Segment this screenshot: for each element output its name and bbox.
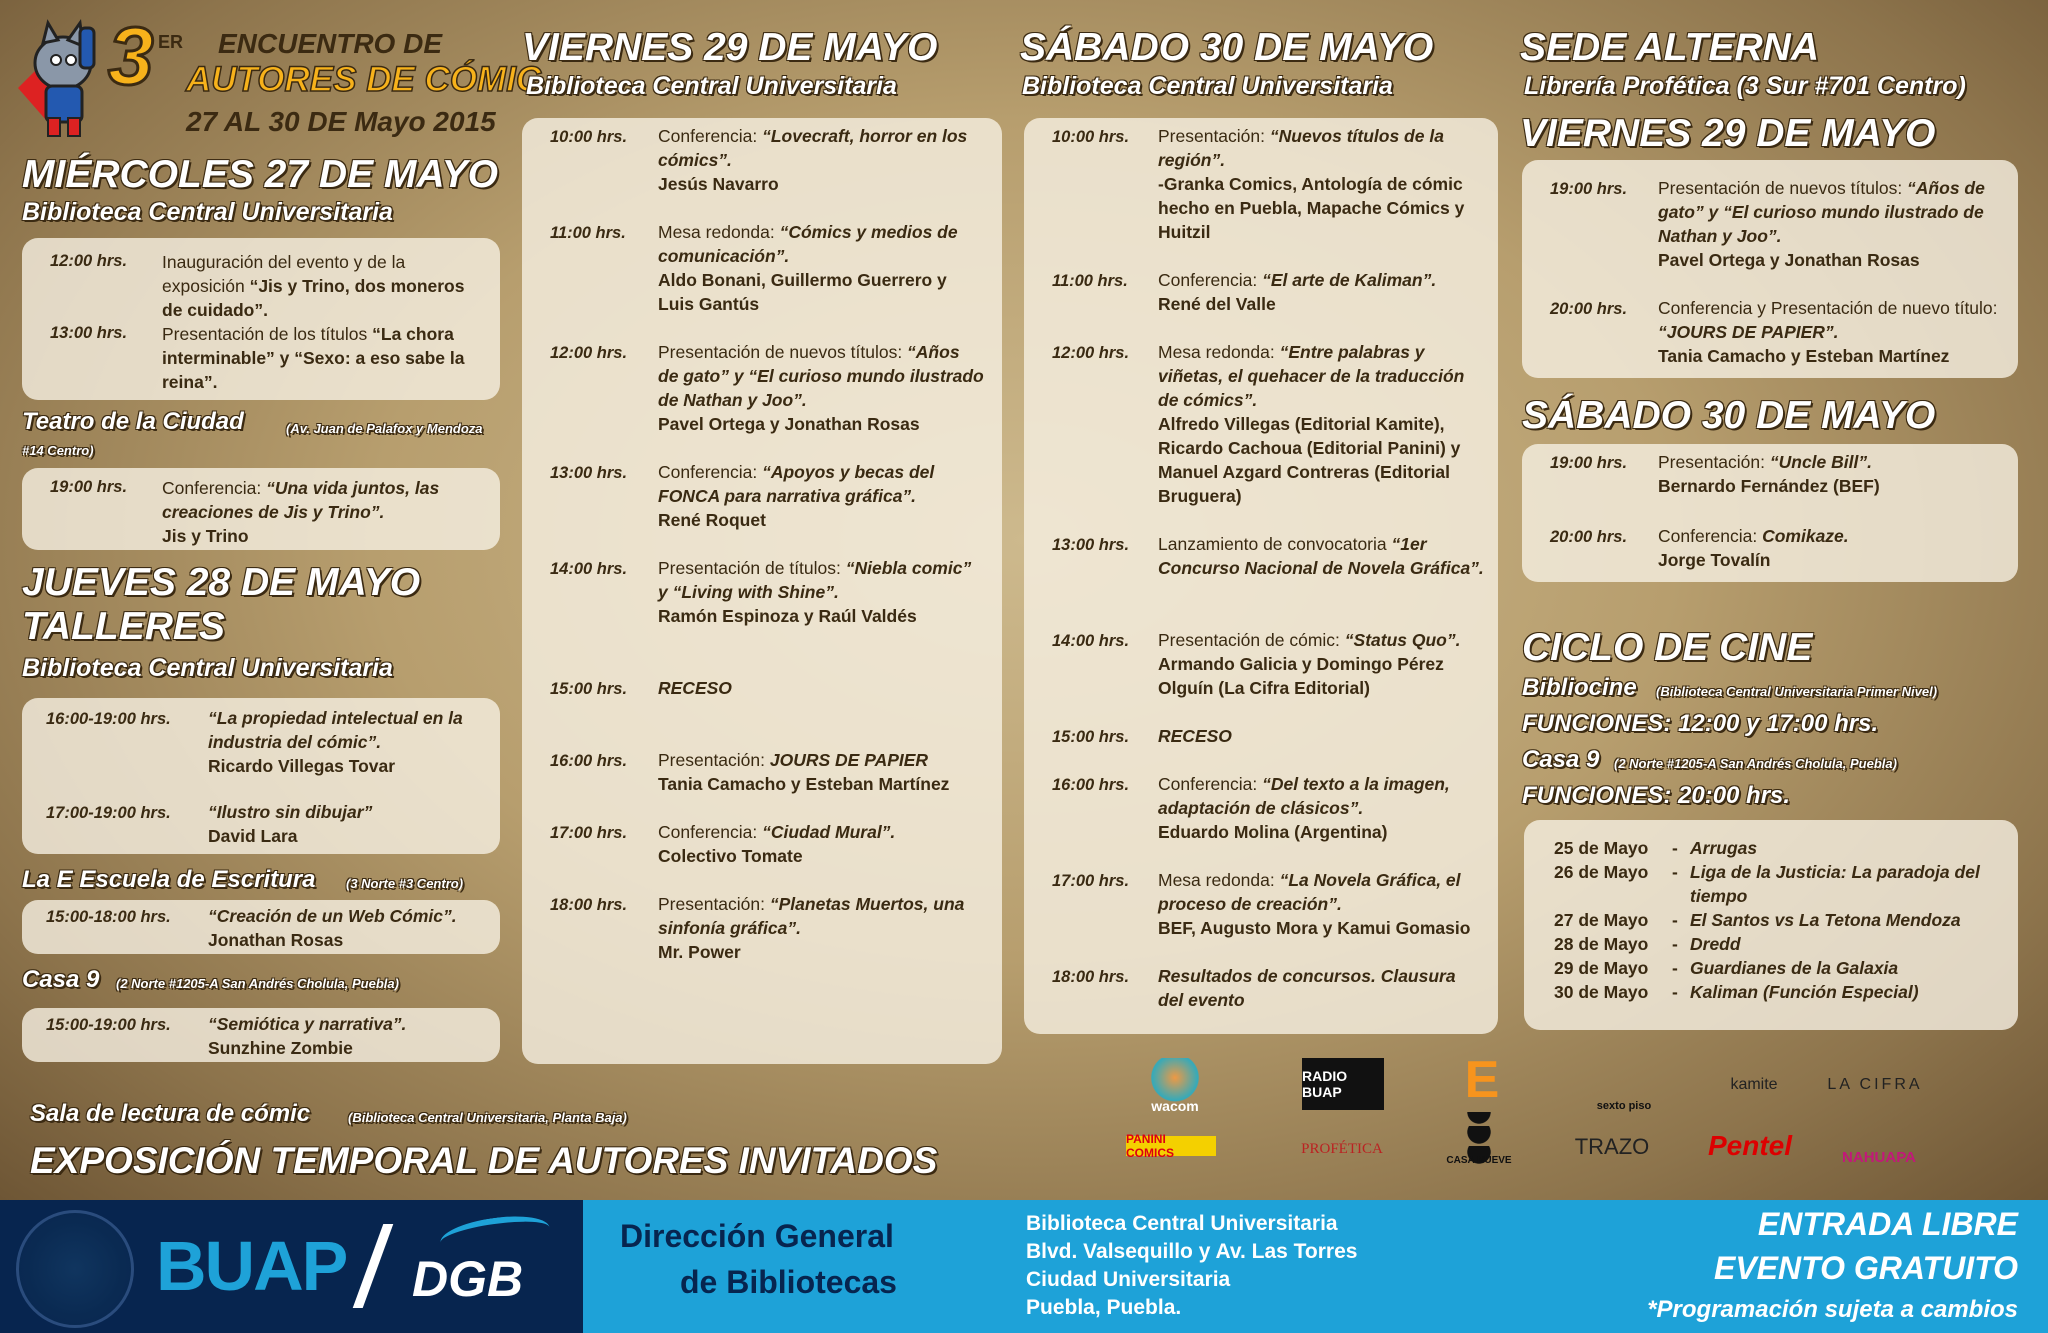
workshop-time: 15:00-19:00 hrs.	[46, 1016, 171, 1034]
sponsor-kamite: kamite	[1730, 1076, 1778, 1093]
sede-sat-box	[1522, 444, 2018, 582]
film-title: Dredd	[1690, 934, 1741, 954]
event-time: 14:00 hrs.	[550, 560, 628, 578]
sede-fri-box	[1522, 160, 2018, 378]
day2-venue: Biblioteca Central Universitaria	[22, 654, 393, 682]
evento-gratuito: EVENTO GRATUITO	[1713, 1250, 2018, 1286]
event-time: 20:00 hrs.	[1550, 300, 1628, 318]
expo-title: EXPOSICIÓN TEMPORAL DE AUTORES INVITADOS	[30, 1140, 938, 1181]
sat-schedule-box	[1024, 118, 1498, 1034]
sponsor-sexto-piso: sexto piso	[1596, 1100, 1652, 1112]
workshop-time: 15:00-18:00 hrs.	[46, 908, 171, 926]
workshop-desc: “Creación de un Web Cómic”. Jonathan Rosas	[208, 906, 457, 950]
film-dash: -	[1672, 934, 1678, 954]
event-time: 15:00 hrs.	[550, 680, 628, 698]
mascot-icon	[8, 18, 108, 138]
sat-venue: Biblioteca Central Universitaria	[1022, 72, 1393, 100]
sponsor-e-escuela: E	[1464, 1051, 1500, 1109]
event-time: 10:00 hrs.	[1052, 128, 1130, 146]
venue-casa9: Casa 9	[22, 966, 100, 993]
program-note: *Programación sujeta a cambios	[1647, 1296, 2018, 1323]
sede-fri-title: VIERNES 29 DE MAYO	[1520, 112, 1936, 155]
film-date: 30 de Mayo	[1554, 982, 1649, 1002]
event-time: 19:00 hrs.	[1550, 454, 1628, 472]
event-desc: Presentación de los títulos “La chora interminable” y “Sexo: a eso sabe la reina”.	[162, 324, 465, 392]
event-desc: Conferencia: “Ciudad Mural”. Colectivo Tomate	[658, 822, 896, 866]
sponsor-nahuapa: NAHUAPA	[1842, 1149, 1916, 1166]
dgb-wordmark: DGB	[412, 1251, 524, 1307]
event-time: 11:00 hrs.	[1052, 272, 1128, 290]
event-desc: Conferencia y Presentación de nuevo título: “JOURS DE PAPIER”. Tania Camacho y Esteban Martínez	[1658, 298, 1998, 366]
film-schedule-box	[1524, 820, 2018, 1030]
event-time: 13:00 hrs.	[550, 464, 628, 482]
sponsor-radio-buap: RADIO BUAP	[1302, 1058, 1384, 1110]
workshop-time: 17:00-19:00 hrs.	[46, 804, 171, 822]
sponsor-la-cifra: LA CIFRA	[1827, 1076, 1923, 1093]
fri-title: VIERNES 29 DE MAYO	[522, 26, 938, 69]
film-title: El Santos vs La Tetona Mendoza	[1690, 910, 1961, 930]
event-desc: Presentación de títulos: “Niebla comic” y “Living with Shine”. Ramón Espinoza y Raúl Valdés	[658, 558, 972, 626]
event-time: 10:00 hrs.	[550, 128, 628, 146]
film-date: 27 de Mayo	[1554, 910, 1649, 930]
event-time: 12:00 hrs.	[550, 344, 628, 362]
day2-subtitle: TALLERES	[22, 605, 225, 648]
event-desc: Mesa redonda: “Entre palabras y viñetas, el quehacer de la traducción de cómics”. Alfredo Villegas (Editorial Kamite), Ricardo Cachoua (Editorial Panini) y Manuel Azgard Contreras (Editorial Bruguera)	[1158, 342, 1465, 506]
film-date: 28 de Mayo	[1554, 934, 1649, 954]
event-time: 20:00 hrs.	[1550, 528, 1628, 546]
event-desc: Presentación de cómic: “Status Quo”. Armando Galicia y Domingo Pérez Olguín (La Cifra Editorial)	[1158, 630, 1461, 698]
event-desc: Conferencia: “Una vida juntos, las creaciones de Jis y Trino”. Jis y Trino	[162, 478, 440, 546]
sponsor-pentel: Pentel	[1707, 1130, 1793, 1161]
event-time: 16:00 hrs.	[1052, 776, 1130, 794]
workshop-desc: “Semiótica y narrativa”. Sunzhine Zombie	[208, 1014, 407, 1058]
film-date: 26 de Mayo	[1554, 862, 1649, 882]
buap-seal-icon	[16, 1210, 134, 1328]
event-time: 12:00 hrs.	[1052, 344, 1130, 362]
day1-venue: Biblioteca Central Universitaria	[22, 198, 393, 226]
workshop-desc: “Ilustro sin dibujar” David Lara	[208, 802, 373, 846]
event-desc: Mesa redonda: “Cómics y medios de comunicación”. Aldo Bonani, Guillermo Guerrero y Luis Gantús	[658, 222, 958, 314]
sponsor-casa-nueve: CASA NUEVE	[1444, 1112, 1514, 1166]
event-desc: Conferencia: “Del texto a la imagen, adaptación de clásicos”. Eduardo Molina (Argentina)	[1158, 774, 1450, 842]
event-desc: Presentación: “Nuevos títulos de la región”. -Granka Comics, Antología de cómic hecho en Puebla, Mapache Cómics y Huitzil	[1158, 126, 1465, 242]
event-desc: RECESO	[1158, 726, 1232, 746]
casa9-cine-address: (2 Norte #1205-A San Andrés Cholula, Puebla)	[1614, 756, 1897, 771]
sponsor-profetica: PROFÉTICA	[1301, 1140, 1383, 1157]
cine-title: CICLO DE CINE	[1522, 626, 1813, 669]
buap-wordmark: BUAP	[156, 1227, 347, 1305]
film-title: Arrugas	[1690, 838, 1758, 858]
event-desc: RECESO	[658, 678, 732, 698]
venue-teatro: Teatro de la Ciudad	[22, 408, 244, 435]
event-desc: Presentación: JOURS DE PAPIER Tania Camacho y Esteban Martínez	[658, 750, 950, 794]
event-desc: Presentación de nuevos títulos: “Años de gato” y “El curioso mundo ilustrado de Nathan y Joo”. Pavel Ortega y Jonathan Rosas	[1658, 178, 1985, 270]
fri-schedule-box	[522, 118, 1002, 1064]
event-time: 19:00 hrs.	[1550, 180, 1628, 198]
workshop-time: 16:00-19:00 hrs.	[46, 710, 171, 728]
bibliocine-label: Bibliocine	[1522, 674, 1637, 701]
event-desc: Lanzamiento de convocatoria “1er Concurso Nacional de Novela Gráfica”.	[1158, 534, 1484, 578]
sala-lectura: Sala de lectura de cómic	[30, 1100, 311, 1127]
sala-lectura-address: (Biblioteca Central Universitaria, Planta Baja)	[348, 1110, 627, 1125]
direccion-line2: de Bibliotecas	[680, 1264, 897, 1300]
sponsor-trazo: TRAZO	[1574, 1134, 1650, 1159]
event-logo	[8, 8, 542, 143]
event-desc: Inauguración del evento y de la exposición “Jis y Trino, dos moneros de cuidado”.	[162, 252, 465, 320]
sede-sat-title: SÁBADO 30 DE MAYO	[1522, 394, 1936, 437]
teatro-box	[22, 468, 500, 550]
event-desc: Conferencia: Comikaze. Jorge Tovalín	[1658, 526, 1849, 570]
logo-dates: 27 AL 30 DE Mayo 2015	[186, 106, 496, 137]
day1-schedule-box	[22, 238, 500, 400]
event-desc: Conferencia: “Lovecraft, horror en los cómics”. Jesús Navarro	[658, 126, 968, 194]
fri-venue: Biblioteca Central Universitaria	[526, 72, 897, 100]
direccion-line1: Dirección General	[620, 1218, 894, 1254]
bibliocine-address: (Biblioteca Central Universitaria Primer Nivel)	[1656, 684, 1938, 699]
event-time: 19:00 hrs.	[50, 478, 128, 496]
casa9-cine-label: Casa 9	[1522, 746, 1600, 773]
film-title: Guardianes de la Galaxia	[1690, 958, 1899, 978]
event-desc: Conferencia: “El arte de Kaliman”. René del Valle	[1158, 270, 1437, 314]
event-desc: Presentación: “Planetas Muertos, una sinfonía gráfica”. Mr. Power	[658, 894, 965, 962]
logo-number: 3	[108, 11, 154, 102]
event-desc: Mesa redonda: “La Novela Gráfica, el proceso de creación”. BEF, Augusto Mora y Kamui Gomasio	[1158, 870, 1471, 938]
event-desc: Presentación: “Uncle Bill”. Bernardo Fernández (BEF)	[1658, 452, 1880, 496]
logo-line1: ENCUENTRO DE	[218, 28, 443, 59]
funciones-2: FUNCIONES: 20:00 hrs.	[1522, 782, 1791, 809]
event-time: 15:00 hrs.	[1052, 728, 1130, 746]
film-dash: -	[1672, 838, 1678, 858]
sede-title: SEDE ALTERNA	[1520, 26, 1820, 69]
film-date: 25 de Mayo	[1554, 838, 1649, 858]
film-dash: -	[1672, 982, 1678, 1002]
film-title: Kaliman (Función Especial)	[1690, 982, 1919, 1002]
event-desc: Resultados de concursos. Clausura del evento	[1158, 966, 1456, 1010]
sponsor-panini: PANINI COMICS	[1126, 1136, 1216, 1156]
venue-escuela: La E Escuela de Escritura	[22, 866, 316, 893]
event-desc: Presentación de nuevos títulos: “Años de gato” y “El curioso mundo ilustrado de Nathan y Joo”. Pavel Ortega y Jonathan Rosas	[658, 342, 984, 434]
event-time: 13:00 hrs.	[50, 324, 128, 342]
event-time: 18:00 hrs.	[1052, 968, 1130, 986]
footer-logo-panel	[0, 1200, 583, 1333]
event-time: 17:00 hrs.	[550, 824, 628, 842]
escuela-box	[22, 900, 500, 954]
event-time: 16:00 hrs.	[550, 752, 628, 770]
sat-title: SÁBADO 30 DE MAYO	[1020, 26, 1434, 69]
logo-line2: AUTORES DE CÓMIC	[186, 60, 542, 99]
sponsor-wacom: wacom	[1130, 1058, 1220, 1114]
event-time: 17:00 hrs.	[1052, 872, 1130, 890]
workshop-desc: “La propiedad intelectual en la industria del cómic”. Ricardo Villegas Tovar	[208, 708, 463, 776]
film-dash: -	[1672, 862, 1678, 882]
event-time: 11:00 hrs.	[550, 224, 626, 242]
venue-escuela-address: (3 Norte #3 Centro)	[346, 876, 464, 891]
venue-teatro-address: (Av. Juan de Palafox y Mendoza #14 Centro)	[22, 421, 483, 458]
funciones-1: FUNCIONES: 12:00 y 17:00 hrs.	[1522, 710, 1879, 737]
film-title: Liga de la Justicia: La paradoja del tiempo	[1690, 862, 1980, 906]
footer-address: Biblioteca Central Universitaria Blvd. Valsequillo y Av. Las Torres Ciudad Universitaria Puebla, Puebla.	[1026, 1212, 1358, 1319]
event-time: 18:00 hrs.	[550, 896, 628, 914]
talleres-box	[22, 698, 500, 854]
event-time: 13:00 hrs.	[1052, 536, 1130, 554]
sede-venue: Librería Profética (3 Sur #701 Centro)	[1524, 72, 1966, 100]
casa9-box	[22, 1008, 500, 1062]
footer	[0, 1200, 2048, 1333]
film-date: 29 de Mayo	[1554, 958, 1649, 978]
film-dash: -	[1672, 958, 1678, 978]
day1-title: MIÉRCOLES 27 DE MAYO	[22, 153, 499, 196]
day2-title: JUEVES 28 DE MAYO	[22, 561, 421, 604]
film-dash: -	[1672, 910, 1678, 930]
venue-casa9-address: (2 Norte #1205-A San Andrés Cholula, Puebla)	[116, 976, 399, 991]
event-desc: Conferencia: “Apoyos y becas del FONCA para narrativa gráfica”. René Roquet	[658, 462, 935, 530]
dgb-swoosh-icon	[438, 1211, 552, 1260]
event-time: 14:00 hrs.	[1052, 632, 1130, 650]
slash-divider	[353, 1224, 394, 1308]
event-time: 12:00 hrs.	[50, 252, 128, 270]
logo-superscript: ER	[158, 32, 184, 52]
entrada-libre: ENTRADA LIBRE	[1757, 1206, 2018, 1242]
